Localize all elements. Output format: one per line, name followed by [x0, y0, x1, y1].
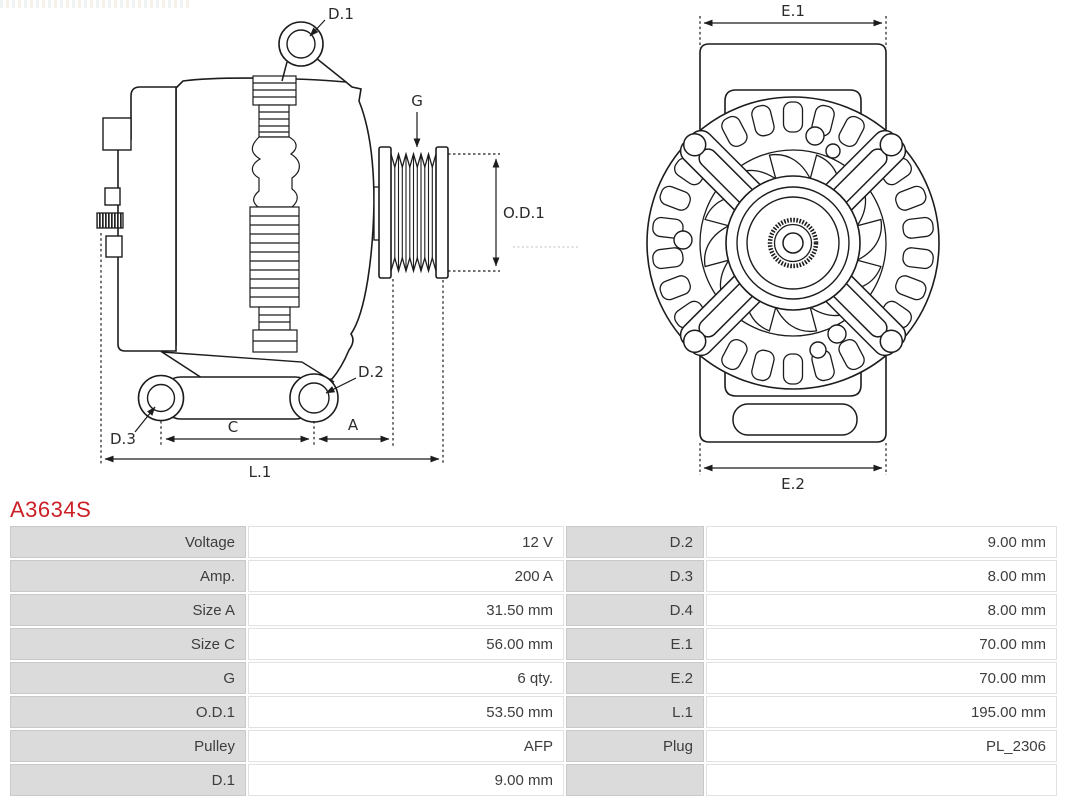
spec-label: Size C: [10, 628, 246, 660]
spec-label: Voltage: [10, 526, 246, 558]
spec-value: 12 V: [248, 526, 564, 558]
spec-value: [706, 764, 1057, 796]
spec-value: 70.00 mm: [706, 662, 1057, 694]
dim-label-d1: D.1: [328, 5, 354, 23]
spec-label: E.2: [566, 662, 704, 694]
dim-label-a: A: [347, 416, 359, 434]
side-view-drawing: [97, 22, 448, 422]
spec-row: [10, 662, 1057, 694]
spec-label: D.1: [10, 764, 246, 796]
spec-row: [10, 526, 1057, 558]
spec-value: 31.50 mm: [248, 594, 564, 626]
spec-value: 195.00 mm: [706, 696, 1057, 728]
part-number-title: A3634S: [10, 497, 92, 522]
dim-label-e1: E.1: [781, 2, 805, 20]
spec-label: G: [10, 662, 246, 694]
spec-value: 9.00 mm: [248, 764, 564, 796]
spec-value: AFP: [248, 730, 564, 762]
spec-label: L.1: [566, 696, 704, 728]
spec-value: PL_2306: [706, 730, 1057, 762]
spec-row: [10, 628, 1057, 660]
spec-value: 200 A: [248, 560, 564, 592]
spec-value: 70.00 mm: [706, 628, 1057, 660]
terminal-stud: [97, 213, 123, 228]
dim-label-od1: O.D.1: [503, 204, 545, 222]
spec-label: Amp.: [10, 560, 246, 592]
spec-label: D.4: [566, 594, 704, 626]
spec-value: 53.50 mm: [248, 696, 564, 728]
spec-label: Plug: [566, 730, 704, 762]
spec-label: D.2: [566, 526, 704, 558]
bottom-bracket-slot: [733, 404, 857, 435]
dim-label-g: G: [411, 92, 423, 110]
spec-value: 9.00 mm: [706, 526, 1057, 558]
shaft-hub: [726, 176, 860, 310]
dim-label-c: C: [227, 418, 239, 436]
spec-row: [10, 730, 1057, 762]
spec-row: [10, 764, 1057, 796]
spec-label: O.D.1: [10, 696, 246, 728]
pulley: [374, 147, 448, 278]
spec-label: Pulley: [10, 730, 246, 762]
spec-label: D.3: [566, 560, 704, 592]
spec-value: 8.00 mm: [706, 560, 1057, 592]
spec-label: E.1: [566, 628, 704, 660]
dim-label-d2: D.2: [358, 363, 384, 381]
spec-value: 6 qty.: [248, 662, 564, 694]
spec-label: Size A: [10, 594, 246, 626]
spec-label: [566, 764, 704, 796]
spec-row: [10, 696, 1057, 728]
specs-table: [8, 524, 1059, 798]
shaft-hole: [783, 233, 803, 253]
dim-label-d3: D.3: [110, 430, 136, 448]
dim-label-e2: E.2: [781, 475, 805, 493]
dim-label-l1: L.1: [248, 463, 272, 481]
spec-value: 56.00 mm: [248, 628, 564, 660]
front-view-drawing: [647, 44, 939, 442]
spec-row: [10, 594, 1057, 626]
spec-value: 8.00 mm: [706, 594, 1057, 626]
spec-row: [10, 560, 1057, 592]
